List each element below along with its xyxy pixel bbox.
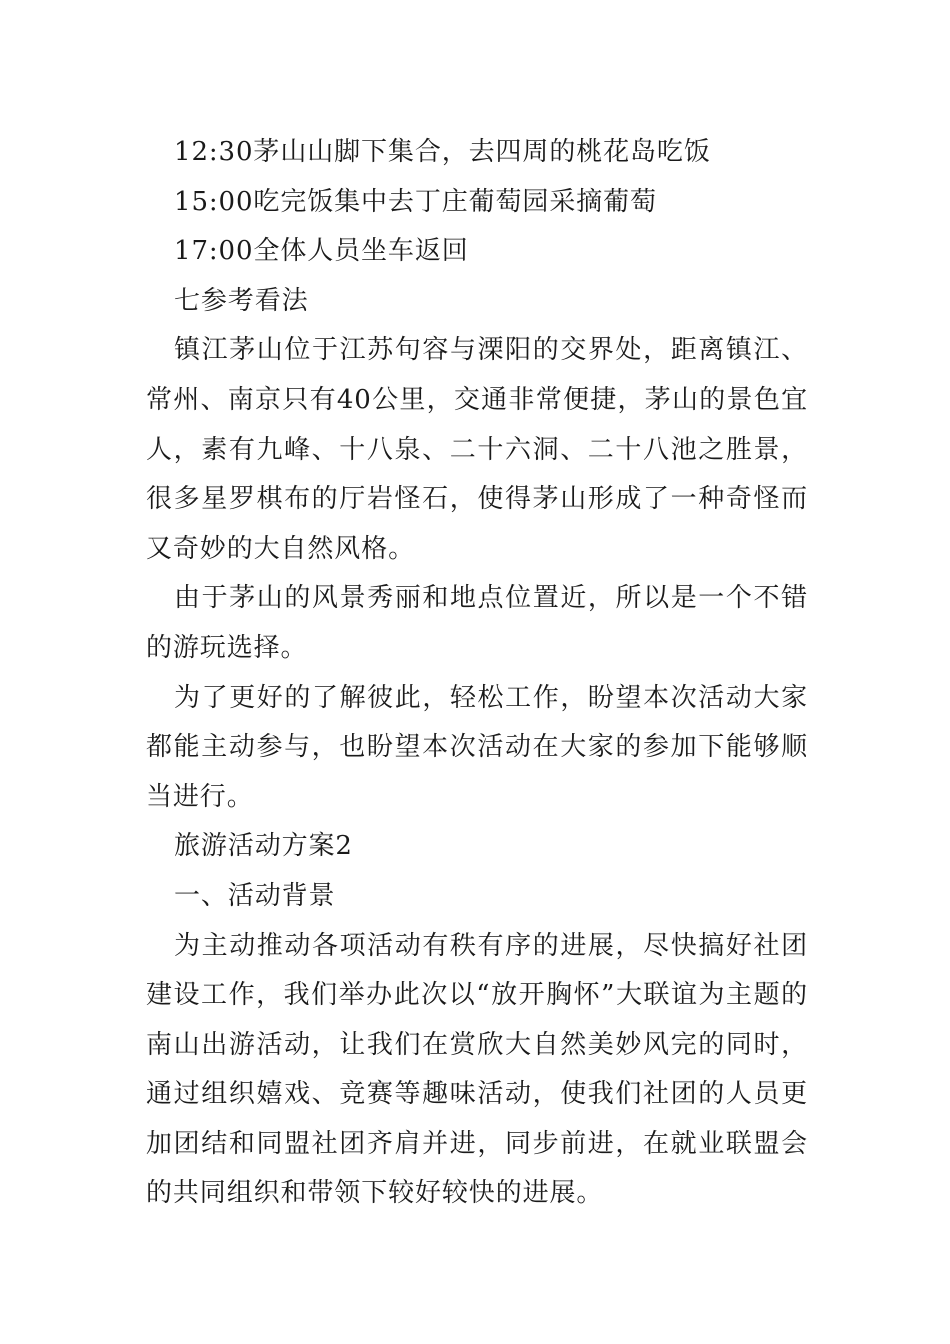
paragraph-hope: 为了更好的了解彼此，轻松工作，盼望本次活动大家都能主动参与，也盼望本次活动在大家的参加下能够顺当进行。 (146, 682, 808, 812)
schedule-item-1230: 12:30茅山山脚下集合，去四周的桃花岛吃饭 (174, 137, 711, 167)
schedule-item-1500: 15:00吃完饭集中去丁庄葡萄园采摘葡萄 (174, 186, 657, 217)
paragraph-maoshan-intro: 镇江茅山位于江苏句容与溧阳的交界处，距离镇江、常州、南京只有40公里，交通非常便捷，茅山的景色宜人，素有九峰、十八泉、二十六洞、二十八池之胜景，很多星罗棋布的厅岩怪石，使得茅山形成了一种奇怪而又奇妙的大自然风格。 (146, 335, 808, 564)
section-heading-background: 一、活动背景 (174, 880, 336, 911)
paragraph-reason: 由于茅山的风景秀丽和地点位置近，所以是一个不错的游玩选择。 (146, 583, 808, 663)
plan-title-2: 旅游活动方案2 (174, 831, 353, 862)
paragraph-background: 为主动推动各项活动有秩有序的进展，尽快搞好社团建设工作，我们举办此次以“放开胸怀”大联谊为主题的南山出游活动，让我们在赏欣大自然美妙风完的同时，通过组织嬉戏、竞赛等趣味活动，使我们社团的人员更加团结和同盟社团齐肩并进，同步前进，在就业联盟会的共同组织和带领下较好较快的进展。 (146, 930, 808, 1209)
schedule-item-1700: 17:00全体人员坐车返回 (174, 236, 469, 267)
section-heading-reference: 七参考看法 (174, 285, 309, 316)
document-body (146, 128, 808, 1219)
